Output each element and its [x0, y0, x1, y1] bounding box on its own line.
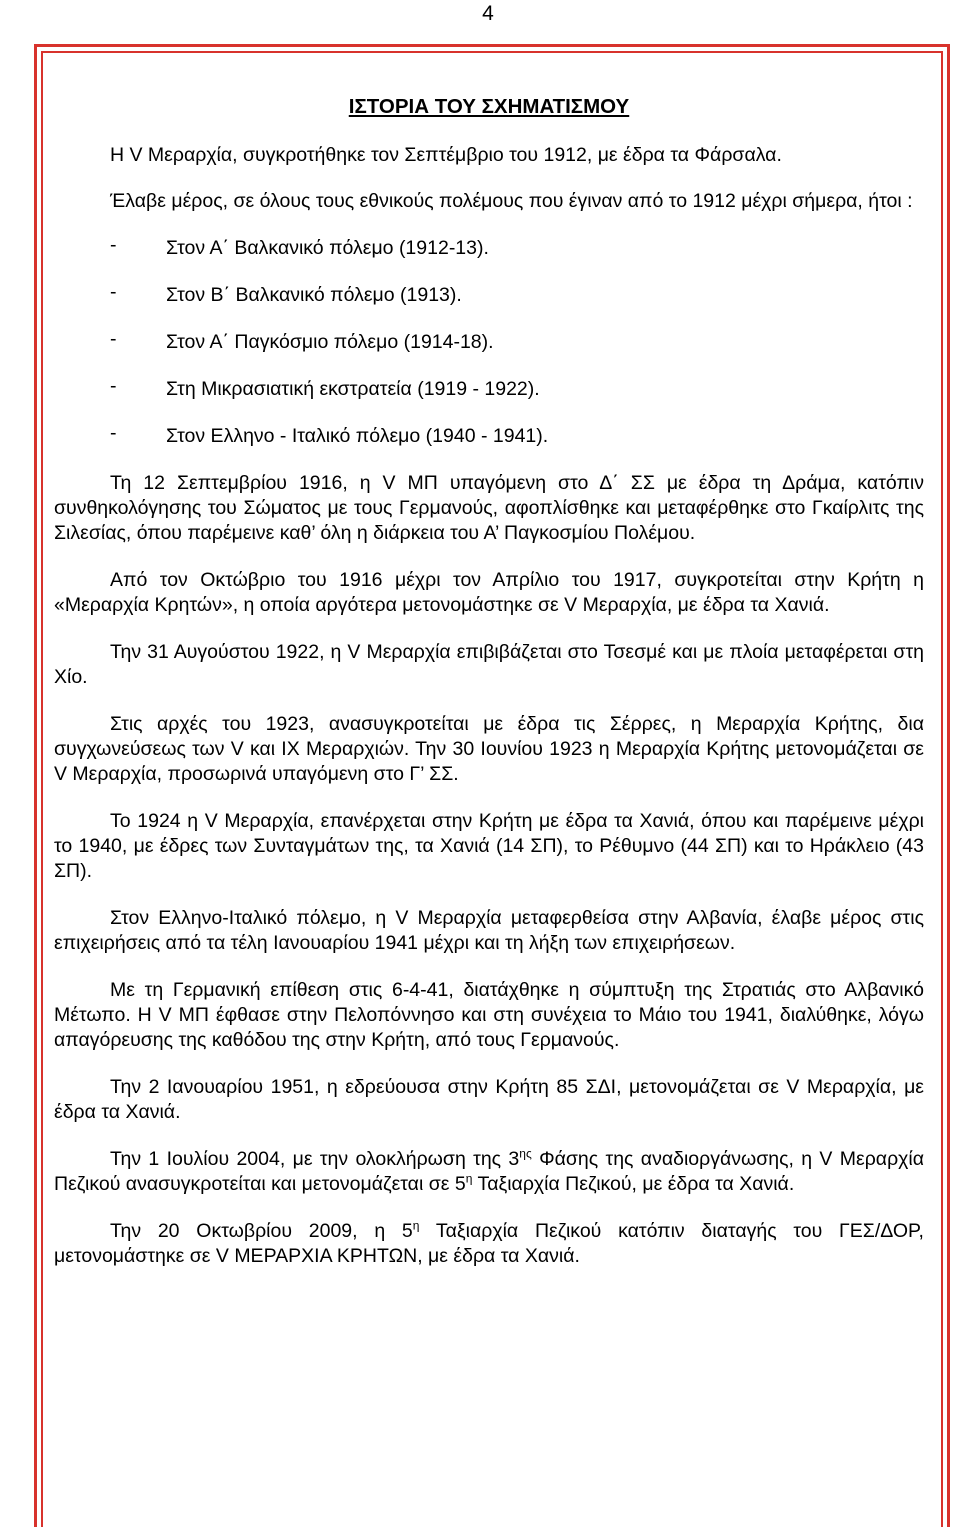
list-item: - Στον Β΄ Βαλκανικό πόλεμο (1913). — [110, 281, 462, 306]
list-item: - Στη Μικρασιατική εκστρατεία (1919 - 1922). — [110, 375, 540, 400]
paragraph-founding: Η V Μεραρχία, συγκροτήθηκε τον Σεπτέμβριο του 1912, με έδρα τα Φάρσαλα. — [110, 144, 782, 166]
paragraph-1951: Την 2 Ιανουαρίου 1951, η εδρεύουσα στην Κρήτη 85 ΣΔΙ, μετονομάζεται σε V Μεραρχία, με έδρα τα Χανιά. — [54, 1076, 924, 1123]
bullet-dash: - — [110, 375, 117, 397]
paragraph-1922-chios: Την 31 Αυγούστου 1922, η V Μεραρχία επιβιβάζεται στο Τσεσμέ και με πλοία μεταφέρεται στη Χίο. — [54, 641, 924, 688]
bullet-dash: - — [110, 328, 117, 350]
paragraph-1916-germany: Τη 12 Σεπτεμβρίου 1916, η V ΜΠ υπαγόμενη στο Δ΄ ΣΣ με έδρα τη Δράμα, κατόπιν συνθηκολόγησης του Σώματος με τους Γερμανούς, αφοπλίσθηκε και μεταφέρθηκε στο Γκαίρλιτς της Σιλεσίας, όπου παρέμεινε καθ’ όλη η διάρκεια του Α’ Παγκοσμίου Πολέμου. — [54, 472, 924, 544]
bullet-dash: - — [110, 422, 117, 444]
list-item: - Στον Ελληνο - Ιταλικό πόλεμο (1940 - 1941). — [110, 422, 549, 447]
page-number: 4 — [482, 2, 494, 25]
paragraph-wars-intro: Έλαβε μέρος, σε όλους τους εθνικούς πολέμους που έγιναν από το 1912 μέχρι σήμερα, ήτοι : — [110, 190, 913, 212]
document-title: ΙΣΤΟΡΙΑ ΤΟΥ ΣΧΗΜΑΤΙΣΜΟΥ — [348, 95, 630, 118]
list-item: - Στον Α΄ Βαλκανικό πόλεμο (1912-13). — [110, 234, 489, 259]
paragraph-1923-serres: Στις αρχές του 1923, ανασυγκροτείται με έδρα τις Σέρρες, η Μεραρχία Κρήτης, δια συγχωνεύσεως των V και IX Μεραρχιών. Την 30 Ιουνίου 1923 η Μεραρχία Κρήτης μετονομάζεται σε V Μεραρχία, προσωρινά υπαγόμενη στο Γ’ ΣΣ. — [54, 713, 924, 785]
paragraph-1924-crete: Το 1924 η V Μεραρχία, επανέρχεται στην Κρήτη με έδρα τα Χανιά, όπου και παρέμεινε μέχρι το 1940, με έδρες των Συνταγμάτων της, τα Χανιά (14 ΣΠ), το Ρέθυμνο (44 ΣΠ) και το Ηράκλειο (43 ΣΠ). — [54, 810, 924, 882]
list-item: - Στον Α΄ Παγκόσμιο πόλεμο (1914-18). — [110, 328, 494, 353]
paragraph-german-attack: Με τη Γερμανική επίθεση στις 6-4-41, διατάχθηκε η σύμπτυξη της Στρατιάς στο Αλβανικό Μέτωπο. Η V ΜΠ έφθασε στην Πελοπόννησο και στη συνέχεια το Μάιο του 1941, διαλύθηκε, λόγω απαγόρευσης της καθόδου της στην Κρήτη, από τους Γερμανούς. — [54, 979, 924, 1051]
paragraph-cretan-division: Από τον Οκτώβριο του 1916 μέχρι τον Απρίλιο του 1917, συγκροτείται στην Κρήτη η «Μεραρχία Κρητών», η οποία αργότερα μετονομάστηκε σε V Μεραρχία, με έδρα τα Χανιά. — [54, 569, 924, 616]
bullet-dash: - — [110, 234, 117, 256]
paragraph-2004: Την 1 Ιουλίου 2004, με την ολοκλήρωση της $3^{\eta\varsigma}$ Φάσης της αναδιοργάνωσης, η V Μεραρχία Πεζικού ανασυγκροτείται και μετονομάζεται σε $5^\eta$ Ταξιαρχία Πεζικού, με έδρα τα Χανιά. — [54, 1146, 925, 1195]
document-body — [54, 94, 924, 1269]
paragraph-greco-italian-war: Στον Ελληνο-Ιταλικό πόλεμο, η V Μεραρχία μεταφερθείσα στην Αλβανία, έλαβε μέρος στις επιχειρήσεις από τα τέλη Ιανουαρίου 1941 μέχρι και τη λήξη των επιχειρήσεων. — [54, 907, 924, 954]
paragraph-2009: Την 20 Οκτωβρίου 2009, η $5^\eta$ Ταξιαρχία Πεζικού κατόπιν διαταγής του ΓΕΣ/ΔΟΡ, μετονομάστηκε σε V ΜΕΡΑΡΧΙΑ ΚΡΗΤΩΝ, με έδρα τα Χανιά. — [54, 1218, 924, 1267]
bullet-dash: - — [110, 281, 117, 303]
wars-list — [54, 236, 924, 449]
